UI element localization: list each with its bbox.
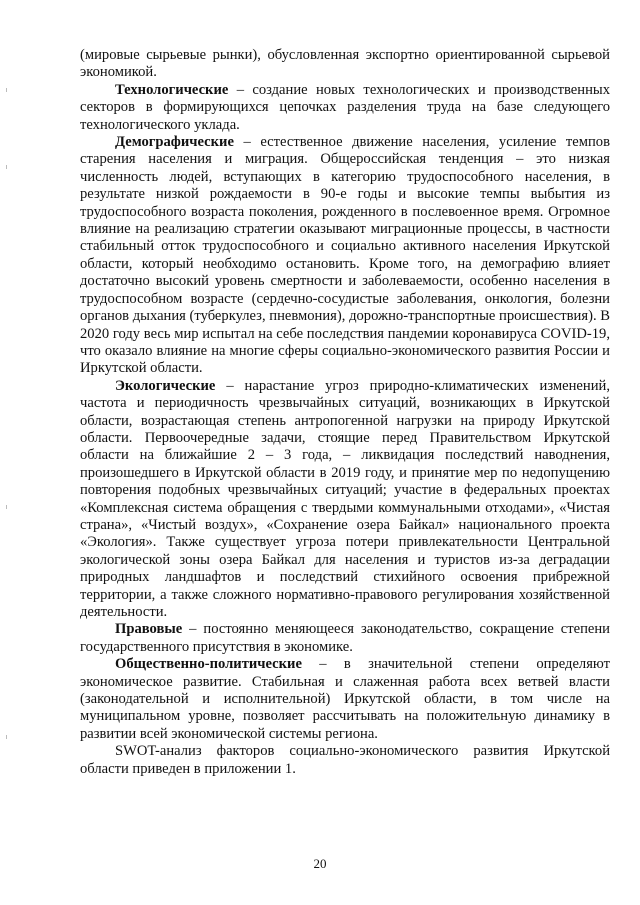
scan-mark <box>6 165 7 169</box>
paragraph-socio-political <box>80 656 610 743</box>
paragraph-text: – естественное движение населения, усиление темпов старения населения и миграция. Общероссийская тенденция – это низкая численность людей, вступающих в категорию трудоспособного населения, в результате низкой рождаемости в 90-е годы и высокие темпы выбытия из трудоспособного возраста поколения, рожденного в послевоенное время. Огромное влияние на реализацию стратегии оказывают миграционные процессы, в частности стабильный отток трудоспособного и социально активного населения Иркутской области, который необходимо остановить. Кроме того, на демографию влияет достаточно высокий уровень смертности и заболеваемости, особенно населения в трудоспособном возрасте (сердечно-сосудистые заболевания, онкология, болезни органов дыхания (туберкулез, пневмония), дорожно-транспортные происшествия). В 2020 году весь мир испытал на себе последствия пандемии коронавируса COVID-19, что оказало влияние на многие сферы социально-экономического развития России и Иркутской области. <box>80 134 610 377</box>
paragraph-text: – создание новых технологических и производственных секторов в формирующихся цепочках разделения труда на базе следующего технологического уклада. <box>80 81 610 133</box>
paragraph-text: – нарастание угроз природно-климатических изменений, частота и периодичность чрезвычайных ситуаций, возникающих в Иркутской области, возрастающая степень антропогенной нагрузки на природу Иркутской области. Первоочередные задачи, стоящие перед Правительством Иркутской области на ближайшие 2 – 3 года, – ликвидация последствий наводнения, произошедшего в Иркутской области в 2019 году, и принятие мер по недопущению повторения подобных чрезвычайных ситуаций; участие в федеральных проектах «Комплексная система обращения с твердыми коммунальными отходами», «Чистая страна», «Чистый воздух», «Сохранение озера Байкал» национального проекта «Экология». Также существует угроза потери привлекательности Центральной экологической зоны озера Байкал для населения и туристов из-за деградации природных ландшафтов и последствий стихийного освоения прибрежной территории, а также сложного нормативно-правового регулирования хозяйственной деятельности. <box>80 377 610 620</box>
paragraph-term: Общественно-политические <box>115 656 302 673</box>
paragraph-legal <box>80 621 610 656</box>
paragraph-ecological <box>80 378 610 622</box>
scan-mark <box>6 735 7 739</box>
paragraph-demographic <box>80 134 610 378</box>
paragraph-term: Демографические <box>115 134 234 151</box>
scan-mark <box>6 88 7 92</box>
paragraph-technological <box>80 82 610 134</box>
paragraph-continuation <box>80 47 610 82</box>
paragraph-text: – постоянно меняющееся законодательство, сокращение степени государственного присутствия в экономике. <box>80 621 610 655</box>
scan-mark <box>6 505 7 509</box>
paragraph-text: (мировые сырьевые рынки), обусловленная экспортно ориентированной сырьевой экономикой. <box>80 47 610 81</box>
paragraph-term: Правовые <box>115 621 183 638</box>
paragraph-text: SWOT-анализ факторов социально-экономического развития Иркутской области приведен в приложении 1. <box>80 743 610 777</box>
paragraph-text: – в значительной степени определяют экономическое развитие. Стабильная и слаженная работа всех ветвей власти (законодательной и исполнительной) Иркутской области, в том числе на муниципальном уровне, позволяет рассчитывать на положительную динамику в развитии всей экономической системы региона. <box>80 656 610 742</box>
paragraph-term: Экологические <box>115 377 216 394</box>
page-number: 20 <box>313 856 327 871</box>
paragraph-swot-reference <box>80 743 610 778</box>
paragraph-term: Технологические <box>115 81 229 98</box>
body-text <box>80 47 610 778</box>
